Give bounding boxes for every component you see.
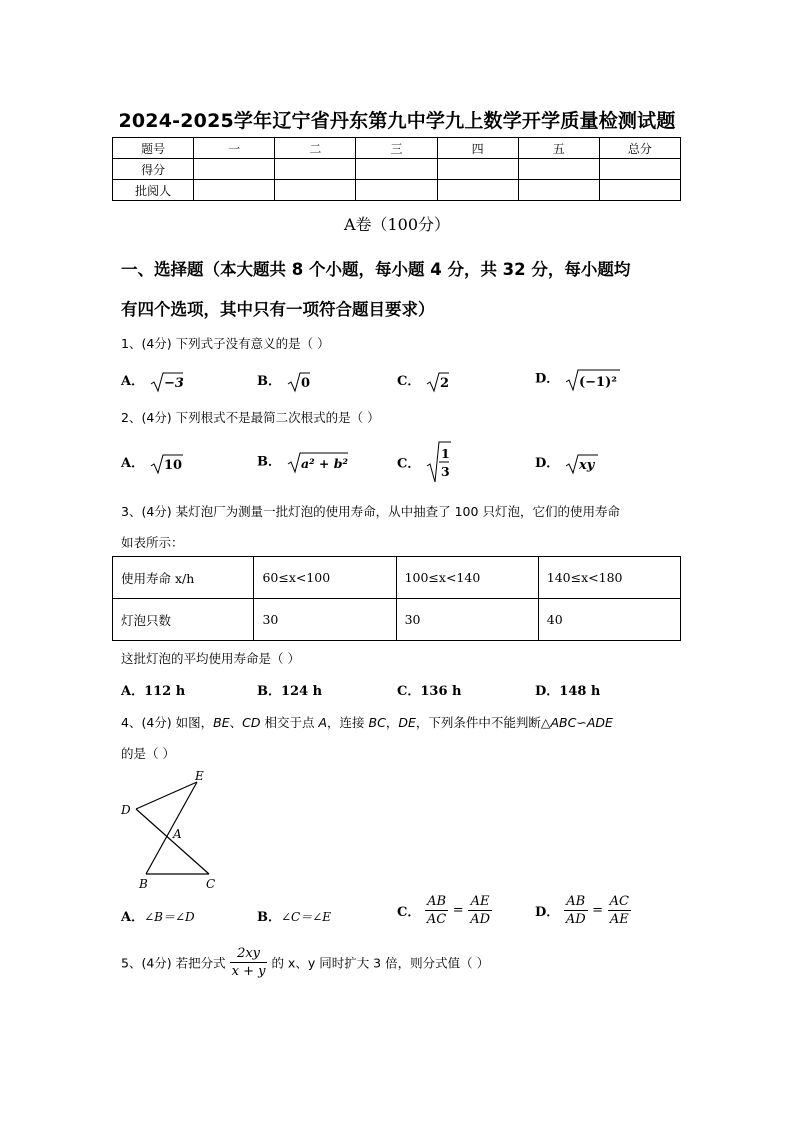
q4-stem-math: ABC — [550, 715, 577, 730]
q3-stem-line1: 3、(4分) 某灯泡厂为测量一批灯泡的使用寿命，从中抽查了 100 只灯泡，它们的使用寿命 — [121, 504, 620, 519]
table-row — [113, 557, 681, 599]
q2-option-d[interactable] — [535, 452, 598, 475]
q5-stem — [121, 945, 489, 980]
sqrt-sign-icon — [425, 440, 451, 484]
segment-de — [136, 782, 197, 809]
option-expr: ∠C＝∠E — [281, 910, 332, 924]
score-cell[interactable] — [194, 159, 275, 180]
q2-option-b[interactable] — [257, 450, 348, 474]
point-label-c: C — [206, 877, 216, 891]
q3-stem-line2: 如表所示： — [121, 535, 184, 550]
score-cell: 批阅人 — [113, 180, 194, 201]
q1-option-a[interactable] — [121, 370, 183, 393]
option-letter: C． — [397, 905, 421, 920]
q4-stem-text: ， — [385, 715, 399, 730]
q3-option-c[interactable]: C．136 h — [397, 684, 462, 699]
score-cell[interactable] — [275, 159, 356, 180]
q4-stem-line2: 的是（ ） — [121, 746, 175, 761]
q4-stem-text: 、 — [229, 715, 243, 730]
option-letter: D． — [535, 905, 560, 920]
score-cell: 五 — [518, 138, 599, 159]
sqrt-content: 2 — [439, 375, 449, 391]
score-cell[interactable] — [275, 180, 356, 201]
score-table — [112, 137, 681, 201]
q3-after-table: 这批灯泡的平均使用寿命是（ ） — [121, 651, 300, 666]
score-cell: 总分 — [599, 138, 680, 159]
option-letter: A． — [121, 910, 145, 925]
score-cell: 二 — [275, 138, 356, 159]
equals-sign: = — [452, 903, 464, 918]
table-cell: 灯泡只数 — [113, 599, 254, 641]
triangle-figure — [112, 764, 222, 896]
q4-stem-math: A — [318, 715, 328, 730]
q1-option-b[interactable] — [257, 370, 310, 393]
fraction-numerator: AE — [468, 893, 492, 911]
fraction-numerator: AB — [425, 893, 448, 911]
table-row — [113, 599, 681, 641]
fraction-denominator: AC — [426, 912, 447, 927]
q2-option-a[interactable] — [121, 452, 183, 475]
q1-option-c[interactable] — [397, 370, 449, 393]
score-cell[interactable] — [599, 159, 680, 180]
score-cell: 一 — [194, 138, 275, 159]
fraction — [230, 945, 268, 980]
fraction-denominator: x + y — [231, 964, 266, 979]
q2-option-c[interactable] — [397, 440, 451, 484]
option-letter: B． — [257, 374, 281, 389]
option-letter: C． — [397, 456, 421, 472]
score-table-row — [113, 180, 681, 201]
table-cell: 使用寿命 x/h — [113, 557, 254, 599]
sqrt-sign-icon — [286, 371, 310, 393]
fraction — [468, 893, 492, 928]
option-letter: D． — [535, 456, 560, 471]
q4-stem-text: ∽ — [576, 715, 587, 730]
sqrt-content: −3 — [163, 375, 183, 391]
table-cell: 30 — [254, 599, 396, 641]
lifespan-table — [112, 556, 681, 641]
fraction-denominator: AD — [565, 912, 586, 927]
section-heading-line1: 一、选择题（本大题共 8 个小题，每小题 4 分，共 32 分，每小题均 — [121, 260, 631, 279]
fraction — [608, 893, 631, 928]
table-cell: 60≤x<100 — [254, 557, 396, 599]
q4-option-c[interactable] — [397, 893, 492, 928]
point-label-d: D — [121, 803, 131, 817]
option-letter: B． — [257, 910, 281, 925]
q4-stem-text: 相交于点 — [260, 715, 319, 730]
point-label-b: B — [139, 877, 148, 891]
q4-stem-math: ADE — [586, 715, 613, 730]
sqrt-sign-icon — [149, 453, 183, 475]
sqrt-content: 0 — [300, 375, 310, 391]
fraction — [425, 893, 448, 928]
q4-stem-math: DE — [398, 715, 416, 730]
q4-stem-line1 — [121, 713, 613, 731]
sqrt-sign-icon — [564, 453, 598, 475]
q4-stem-math: BE — [213, 715, 230, 730]
q4-stem-text: ，连接 — [327, 715, 369, 730]
segment-dc — [136, 809, 209, 874]
score-table-row — [113, 159, 681, 180]
fraction-numerator: AB — [564, 893, 588, 911]
q4-stem-text: ，下列条件中不能判断△ — [415, 715, 551, 730]
score-cell[interactable] — [599, 180, 680, 201]
equals-sign: = — [592, 903, 604, 918]
fraction-denominator: 3 — [440, 464, 450, 479]
fraction-numerator: AC — [609, 894, 629, 909]
q4-option-b[interactable] — [257, 906, 331, 925]
sqrt-content: (−1)² — [578, 375, 617, 390]
score-cell[interactable] — [194, 180, 275, 201]
q4-stem-math: CD — [242, 715, 261, 730]
sqrt-content: xy — [578, 457, 595, 473]
point-label-a: A — [173, 827, 182, 841]
score-cell: 三 — [356, 138, 437, 159]
score-cell: 得分 — [113, 159, 194, 180]
fraction-numerator: 2xy — [230, 945, 268, 963]
q5-stem-text: 的 x、y 同时扩大 3 倍，则分式值（ ） — [271, 955, 490, 971]
point-label-e: E — [195, 769, 204, 783]
q4-option-a[interactable] — [121, 906, 195, 925]
option-letter: A． — [121, 456, 145, 471]
fraction — [564, 893, 588, 928]
q4-option-d[interactable] — [535, 893, 631, 928]
sqrt-sign-icon — [149, 371, 183, 393]
sqrt-sign-icon — [564, 366, 620, 392]
option-letter: D． — [535, 371, 560, 387]
q1-stem: 1、(4分) 下列式子没有意义的是（ ） — [121, 336, 330, 351]
option-letter: B． — [257, 454, 281, 470]
q4-stem-text: 4、(4分) 如图， — [121, 715, 214, 730]
q4-stem-math: BC — [368, 715, 386, 730]
score-table-header — [113, 138, 681, 159]
q3-option-a[interactable]: A．112 h — [121, 684, 186, 699]
sqrt-content: a² + b² — [300, 456, 348, 471]
fraction-denominator: AD — [470, 912, 491, 927]
segment-eb — [146, 782, 197, 874]
score-cell[interactable] — [437, 159, 518, 180]
score-cell[interactable] — [356, 180, 437, 201]
q5-stem-text: 5、(4分) 若把分式 — [121, 955, 226, 971]
score-cell: 题号 — [113, 138, 194, 159]
sqrt-sign-icon — [286, 450, 348, 474]
option-letter: C． — [397, 374, 421, 389]
sqrt-sign-icon — [425, 371, 449, 393]
q2-stem: 2、(4分) 下列根式不是最简二次根式的是（ ） — [121, 410, 380, 425]
score-cell[interactable] — [518, 159, 599, 180]
score-cell[interactable] — [437, 180, 518, 201]
score-cell: 四 — [437, 138, 518, 159]
sqrt-content: 10 — [163, 457, 182, 473]
score-cell[interactable] — [356, 159, 437, 180]
q3-option-d[interactable]: D．148 h — [535, 684, 601, 699]
fraction-denominator: AE — [609, 912, 629, 927]
table-cell: 140≤x<180 — [538, 557, 680, 599]
volume-heading: A卷（100分） — [343, 215, 451, 234]
q3-option-b[interactable]: B．124 h — [257, 684, 323, 699]
score-cell[interactable] — [518, 180, 599, 201]
table-cell: 30 — [396, 599, 538, 641]
q1-option-d[interactable] — [535, 366, 620, 392]
option-letter: A． — [121, 374, 145, 389]
table-cell: 100≤x<140 — [396, 557, 538, 599]
fraction-numerator: 1 — [440, 446, 450, 461]
option-expr: ∠B＝∠D — [144, 910, 195, 924]
page-title: 2024-2025学年辽宁省丹东第九中学九上数学开学质量检测试题 — [118, 110, 676, 132]
table-cell: 40 — [538, 599, 680, 641]
section-heading-line2: 有四个选项，其中只有一项符合题目要求） — [121, 300, 435, 319]
